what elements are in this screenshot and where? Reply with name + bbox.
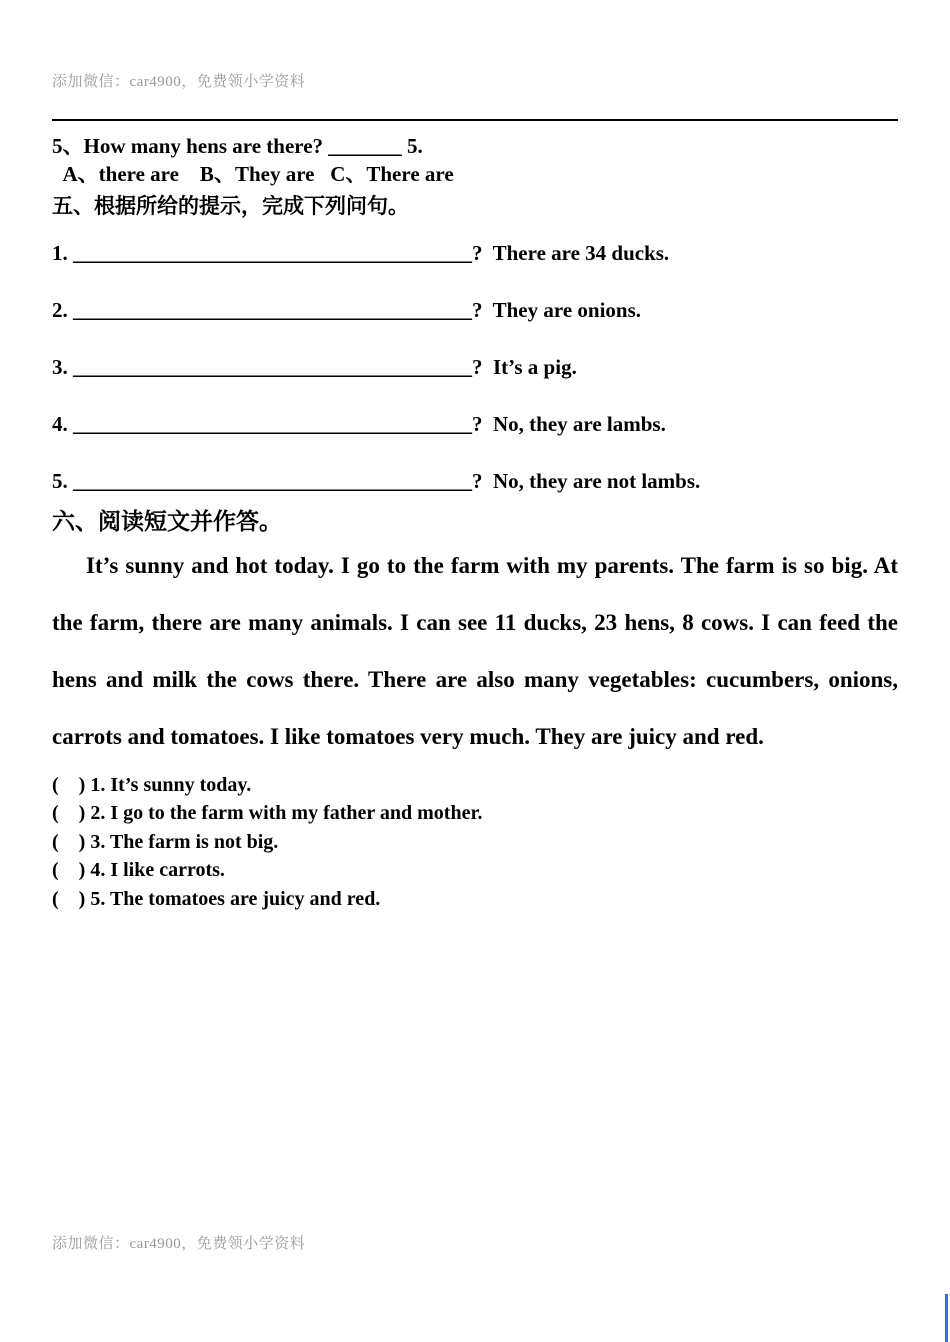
true-false-item-3: ( ) 3. The farm is not big. (52, 830, 279, 853)
header-divider (52, 119, 898, 121)
fill-in-item-2: 2. ______________________________________? They are onions. (52, 297, 642, 322)
true-false-item-4: ( ) 4. I like carrots. (52, 859, 225, 882)
true-false-item-2: ( ) 2. I go to the farm with my father and mother. (52, 802, 483, 825)
true-false-item-5: ( ) 5. The tomatoes are juicy and red. (52, 887, 381, 910)
fill-in-question-list (52, 240, 898, 495)
true-false-list (52, 771, 898, 914)
question-5-text: 5、How many hens are there? _______ 5. (52, 134, 423, 158)
question-5-options: A、there are B、They are C、There are (52, 162, 454, 187)
fill-in-item-4: 4. ______________________________________? No, they are lambs. (52, 411, 666, 436)
fill-in-item-5: 5. ______________________________________? No, they are not lambs. (52, 468, 701, 493)
page-edge-marker (945, 1294, 948, 1342)
section-6-heading: 六、阅读短文并作答。 (52, 508, 282, 534)
fill-in-item-3: 3. ______________________________________? It’s a pig. (52, 354, 577, 379)
header-watermark: 添加微信：car4900，免费领小学资料 (52, 74, 306, 90)
true-false-item-1: ( ) 1. It’s sunny today. (52, 773, 252, 796)
footer-watermark: 添加微信：car4900，免费领小学资料 (52, 1236, 306, 1252)
fill-in-item-1: 1. ______________________________________? There are 34 ducks. (52, 240, 670, 265)
section-5-heading: 五、根据所给的提示，完成下列问句。 (52, 193, 409, 218)
reading-passage: It’s sunny and hot today. I go to the farm with my parents. The farm is so big. At the farm, there are many animals. I can see 11 ducks, 23 hens, 8 cows. I can feed the hens and milk the cows there. There are also many vegetables: cucumbers, onions, carrots and tomatoes. I like tomatoes very much. They are juicy and red. (52, 552, 898, 749)
